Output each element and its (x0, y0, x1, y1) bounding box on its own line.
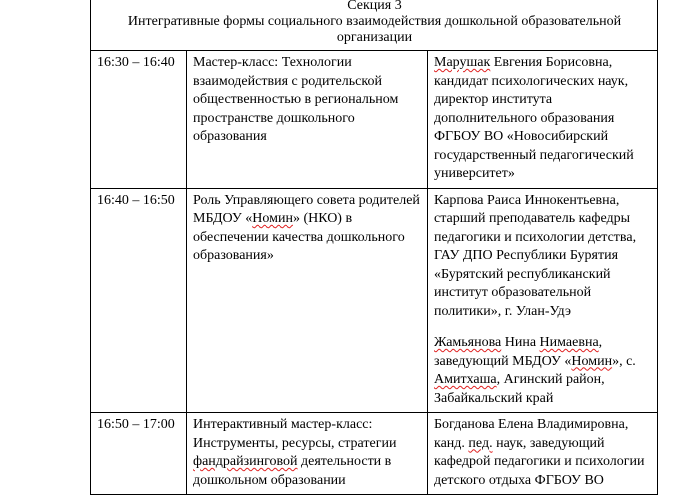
speaker-surname: Марушак (434, 55, 491, 70)
topic-cell (187, 413, 428, 495)
speaker-details: , заведующий МБДОУ « (434, 335, 603, 369)
topic-org-name: Номин (252, 211, 293, 226)
speaker-name: Нина (501, 335, 540, 350)
topic-cell (187, 188, 428, 413)
topic-text: Роль Управляющего совета родителей МБДОУ « (193, 192, 420, 226)
speaker-info: Карпова Раиса Иннокентьевна, старший преподаватель кафедры педагогики и психологии детства, ГАУ ДПО Республики Бурятия «Бурятский республиканский институт образовательной политики», г. Улан-Удэ (434, 192, 637, 319)
speaker-details: Богданова Елена Владимировна, канд. (434, 417, 629, 451)
speaker-village: Амитхаша (434, 372, 497, 387)
section-header (91, 0, 658, 51)
program-table (90, 0, 658, 495)
speaker-cell (428, 51, 658, 189)
topic-text-end: » (НКО) в обеспечении качества дошкольного образования» (193, 211, 405, 263)
section-title-line1: Интегративные формы социального взаимодействия дошкольной образовательной (127, 14, 622, 29)
section-header-row (91, 0, 658, 51)
speaker-details: Евгения Борисовна, кандидат психологических наук, директор института дополнительного образования ФГБОУ ВО «Новосибирский государственный педагогический университет» (434, 55, 634, 181)
speaker-details: наук, заведующий кафедрой педагогики и психологии детского отдыха ФГБОУ ВО (434, 435, 645, 488)
speaker-details: », с. (612, 353, 636, 369)
topic-cell: Мастер-класс: Технологии взаимодействия с родительской общественностью в региональном пространстве дошкольного образования (187, 51, 428, 189)
speaker-info (434, 54, 652, 184)
topic-text-end: деятельности в дошкольном образовании (193, 454, 392, 488)
time-cell: 16:30 – 16:40 (91, 51, 187, 189)
table-row (91, 188, 658, 413)
section-title-line2: организации (336, 30, 413, 45)
speaker-org-name: Номин (571, 353, 613, 369)
speaker-cell (428, 413, 658, 495)
table-row (91, 51, 658, 189)
speaker-surname: Жамьянова (434, 335, 502, 350)
speaker-details: , Агинский район, Забайкальский край (434, 372, 605, 406)
time-cell: 16:40 – 16:50 (91, 188, 187, 413)
table-row (91, 413, 658, 495)
section-number: Секция 3 (347, 0, 402, 13)
speaker-info (434, 416, 652, 490)
speaker-patronymic: Нимаевна (539, 335, 599, 350)
topic-text: Интерактивный мастер-класс: Инструменты, ресурсы, стратегии (193, 417, 397, 451)
time-cell: 16:50 – 17:00 (91, 413, 187, 495)
speaker-info (434, 334, 652, 408)
speaker-cell (428, 188, 658, 413)
topic-term: фандрайзинговой (193, 454, 298, 469)
speaker-abbr: пед. (468, 435, 493, 451)
